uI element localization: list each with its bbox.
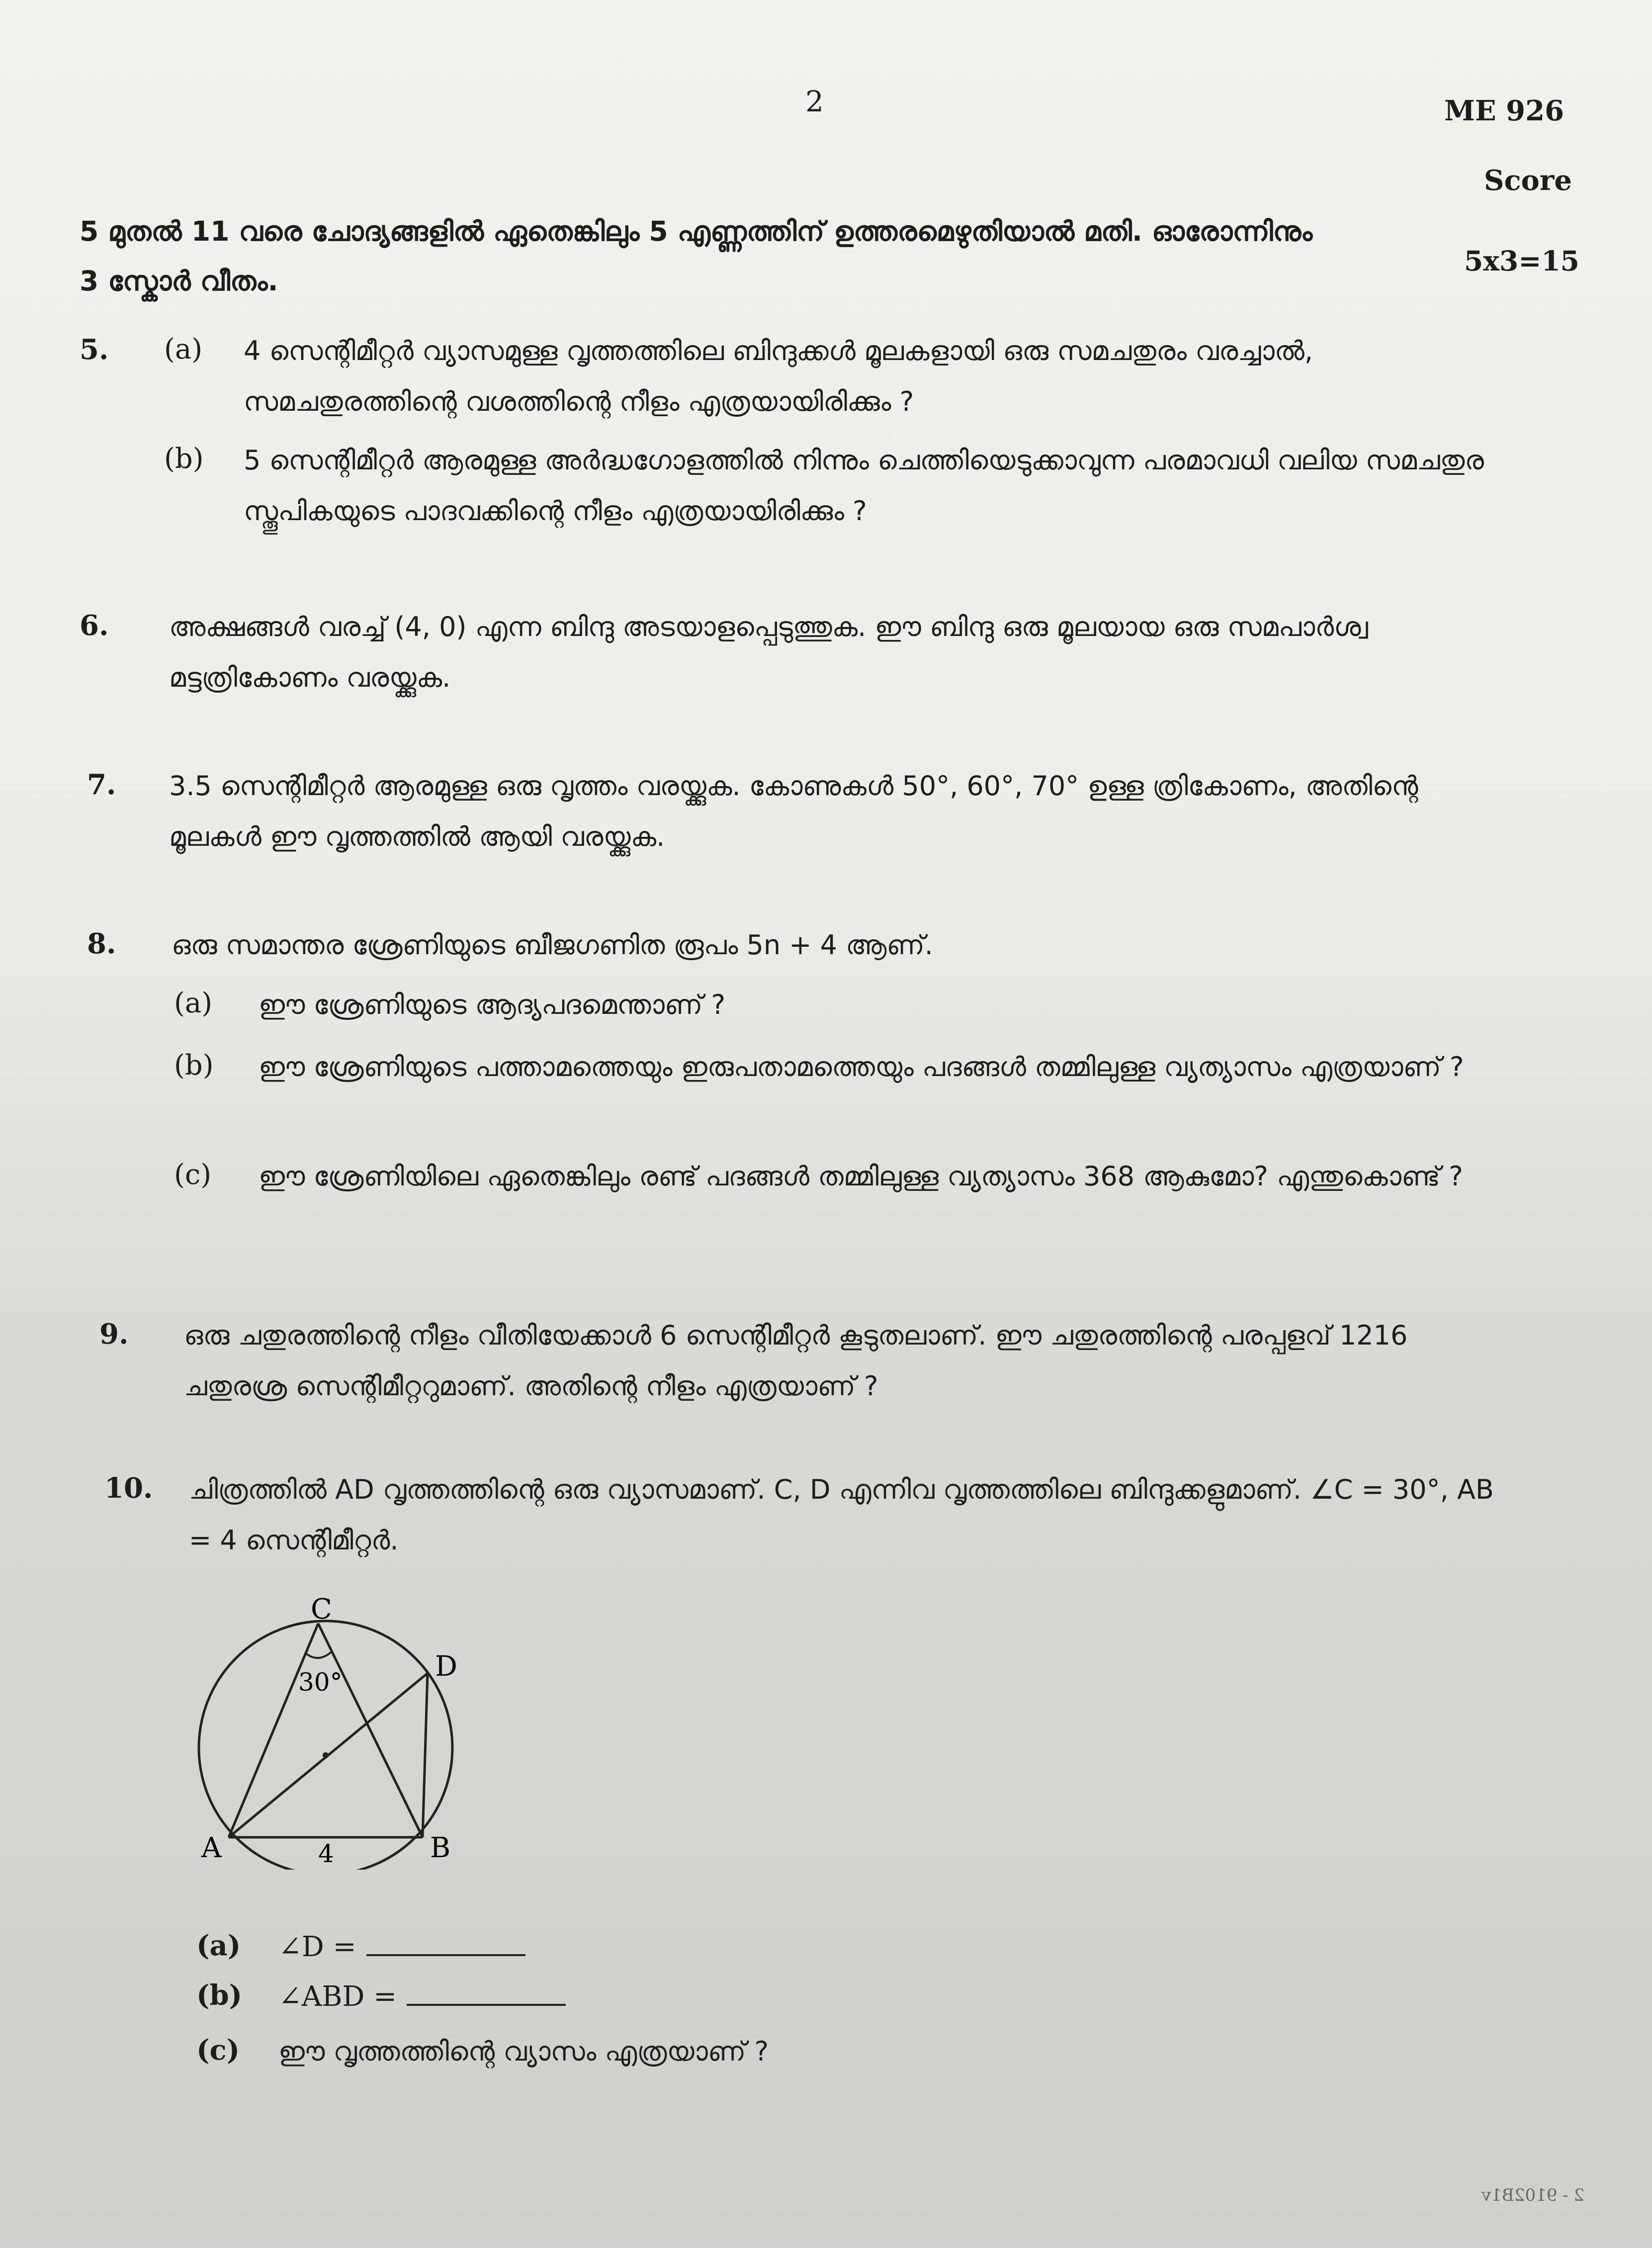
q10b-row: [278, 1979, 566, 2013]
figure-circle: [199, 1621, 452, 1870]
q7-number: 7.: [87, 768, 116, 801]
q5b-text: 5 സെന്റിമീറ്റർ ആരമുള്ള അർദ്ധഗോളത്തിൽ നിന്നും ചെത്തിയെടുക്കാവുന്ന പരമാവധി വലിയ സമചതുര സ്തൂപികയുടെ പാദവക്കിന്റെ നീളം എത്രയായിരിക്കും ?: [244, 445, 1484, 527]
q8b-text: ഈ ശ്രേണിയുടെ പത്താമത്തെയും ഇരുപതാമത്തെയും പദങ്ങൾ തമ്മിലുള്ള വ്യത്യാസം എത്രയാണ് ?: [259, 1051, 1464, 1082]
q5b-label: (b): [164, 443, 204, 475]
label-side: 4: [318, 1839, 334, 1868]
q10b-blank: [407, 1979, 566, 2006]
q5-number: 5.: [80, 333, 109, 366]
q9-text: ഒരു ചതുരത്തിന്റെ നീളം വീതിയേക്കാൾ 6 സെന്റിമീറ്റർ കൂടുതലാണ്. ഈ ചതുരത്തിന്റെ പരപ്പളവ് 1216 ചതുരശ്ര സെന്റിമീറ്ററുമാണ്. അതിന്റെ നീളം എത്രയാണ് ?: [184, 1320, 1408, 1402]
label-angle: 30°: [298, 1668, 343, 1697]
segment-cb: [318, 1623, 423, 1837]
marks-label: 5x3=15: [1464, 245, 1579, 277]
score-label: Score: [1484, 164, 1572, 197]
q8c-text: ഈ ശ്രേണിയിലെ ഏതെങ്കിലും രണ്ട് പദങ്ങൾ തമ്മിലുള്ള വ്യത്യാസം 368 ആകുമോ? എന്തുകൊണ്ട് ?: [259, 1161, 1463, 1192]
center-point: [323, 1752, 329, 1758]
q10a-row: [278, 1929, 525, 1963]
circle-figure: [184, 1591, 492, 1870]
q6-number: 6.: [80, 609, 109, 642]
angle-arc: [306, 1652, 332, 1658]
segment-ac: [229, 1623, 318, 1837]
q8b-label: (b): [174, 1049, 214, 1081]
instruction: [80, 206, 1472, 306]
q10a-label: (a): [196, 1929, 241, 1962]
q10b-text: ∠ABD =: [278, 1980, 397, 2013]
q8c-label: (c): [174, 1159, 212, 1191]
q10-text: ചിത്രത്തിൽ AD വൃത്തത്തിന്റെ ഒരു വ്യാസമാണ്. C, D എന്നിവ വൃത്തത്തിലെ ബിന്ദുക്കളുമാണ്. ∠C = 30°, AB = 4 സെന്റിമീറ്റർ.: [189, 1474, 1494, 1556]
q7-text: 3.5 സെന്റിമീറ്റർ ആരമുള്ള ഒരു വൃത്തം വരയ്ക്കുക. കോണുകൾ 50°, 60°, 70° ഉള്ള ത്രികോണം, അതിന്റെ മൂലകൾ ഈ വൃത്തത്തിൽ ആയി വരയ്ക്കുക.: [169, 770, 1418, 852]
q10a-blank: [366, 1929, 525, 1956]
q9-number: 9.: [99, 1318, 129, 1350]
q8-number: 8.: [87, 927, 116, 960]
label-d: D: [435, 1650, 457, 1683]
q5a-label: (a): [164, 333, 203, 365]
q8a-text: ഈ ശ്രേണിയുടെ ആദ്യപദമെന്താണ് ?: [259, 989, 726, 1020]
paper-code: ME 926: [1444, 94, 1565, 127]
instruction-line1: 5 മുതൽ 11 വരെ ചോദ്യങ്ങളിൽ ഏതെങ്കിലും 5 എണ്ണത്തിന് ഉത്തരമെഴുതിയാൽ മതി. ഓരോന്നിനും: [80, 215, 1313, 247]
label-c: C: [311, 1593, 332, 1625]
q10-number: 10.: [104, 1472, 153, 1505]
q10c-label: (c): [196, 2034, 240, 2067]
q5a-text: 4 സെന്റിമീറ്റർ വ്യാസമുള്ള വൃത്തത്തിലെ ബിന്ദുക്കൾ മൂലകളായി ഒരു സമചതുരം വരച്ചാൽ, സമചതുരത്തിന്റെ വശത്തിന്റെ നീളം എത്രയായിരിക്കും ?: [244, 335, 1313, 417]
q10a-text: ∠D =: [278, 1931, 356, 1963]
footer-code: 2 - 9102B1v: [1481, 2185, 1585, 2205]
q6-text: അക്ഷങ്ങൾ വരച്ച് (4, 0) എന്ന ബിന്ദു അടയാളപ്പെടുത്തുക. ഈ ബിന്ദു ഒരു മൂലയായ ഒരു സമപാർശ്വ മട്ടത്രികോണം വരയ്ക്കുക.: [169, 611, 1368, 693]
q8a-label: (a): [174, 987, 213, 1019]
label-b: B: [430, 1832, 451, 1864]
page-number: 2: [805, 85, 824, 118]
q10c-text: ഈ വൃത്തത്തിന്റെ വ്യാസം എത്രയാണ് ?: [278, 2036, 769, 2067]
q10b-label: (b): [196, 1979, 243, 2012]
q8-text: ഒരു സമാന്തര ശ്രേണിയുടെ ബീജഗണിത രൂപം 5n + 4 ആണ്.: [172, 929, 933, 961]
segment-db: [423, 1673, 428, 1837]
instruction-line2: 3 സ്കോർ വീതം.: [80, 265, 278, 297]
label-a: A: [201, 1832, 222, 1864]
